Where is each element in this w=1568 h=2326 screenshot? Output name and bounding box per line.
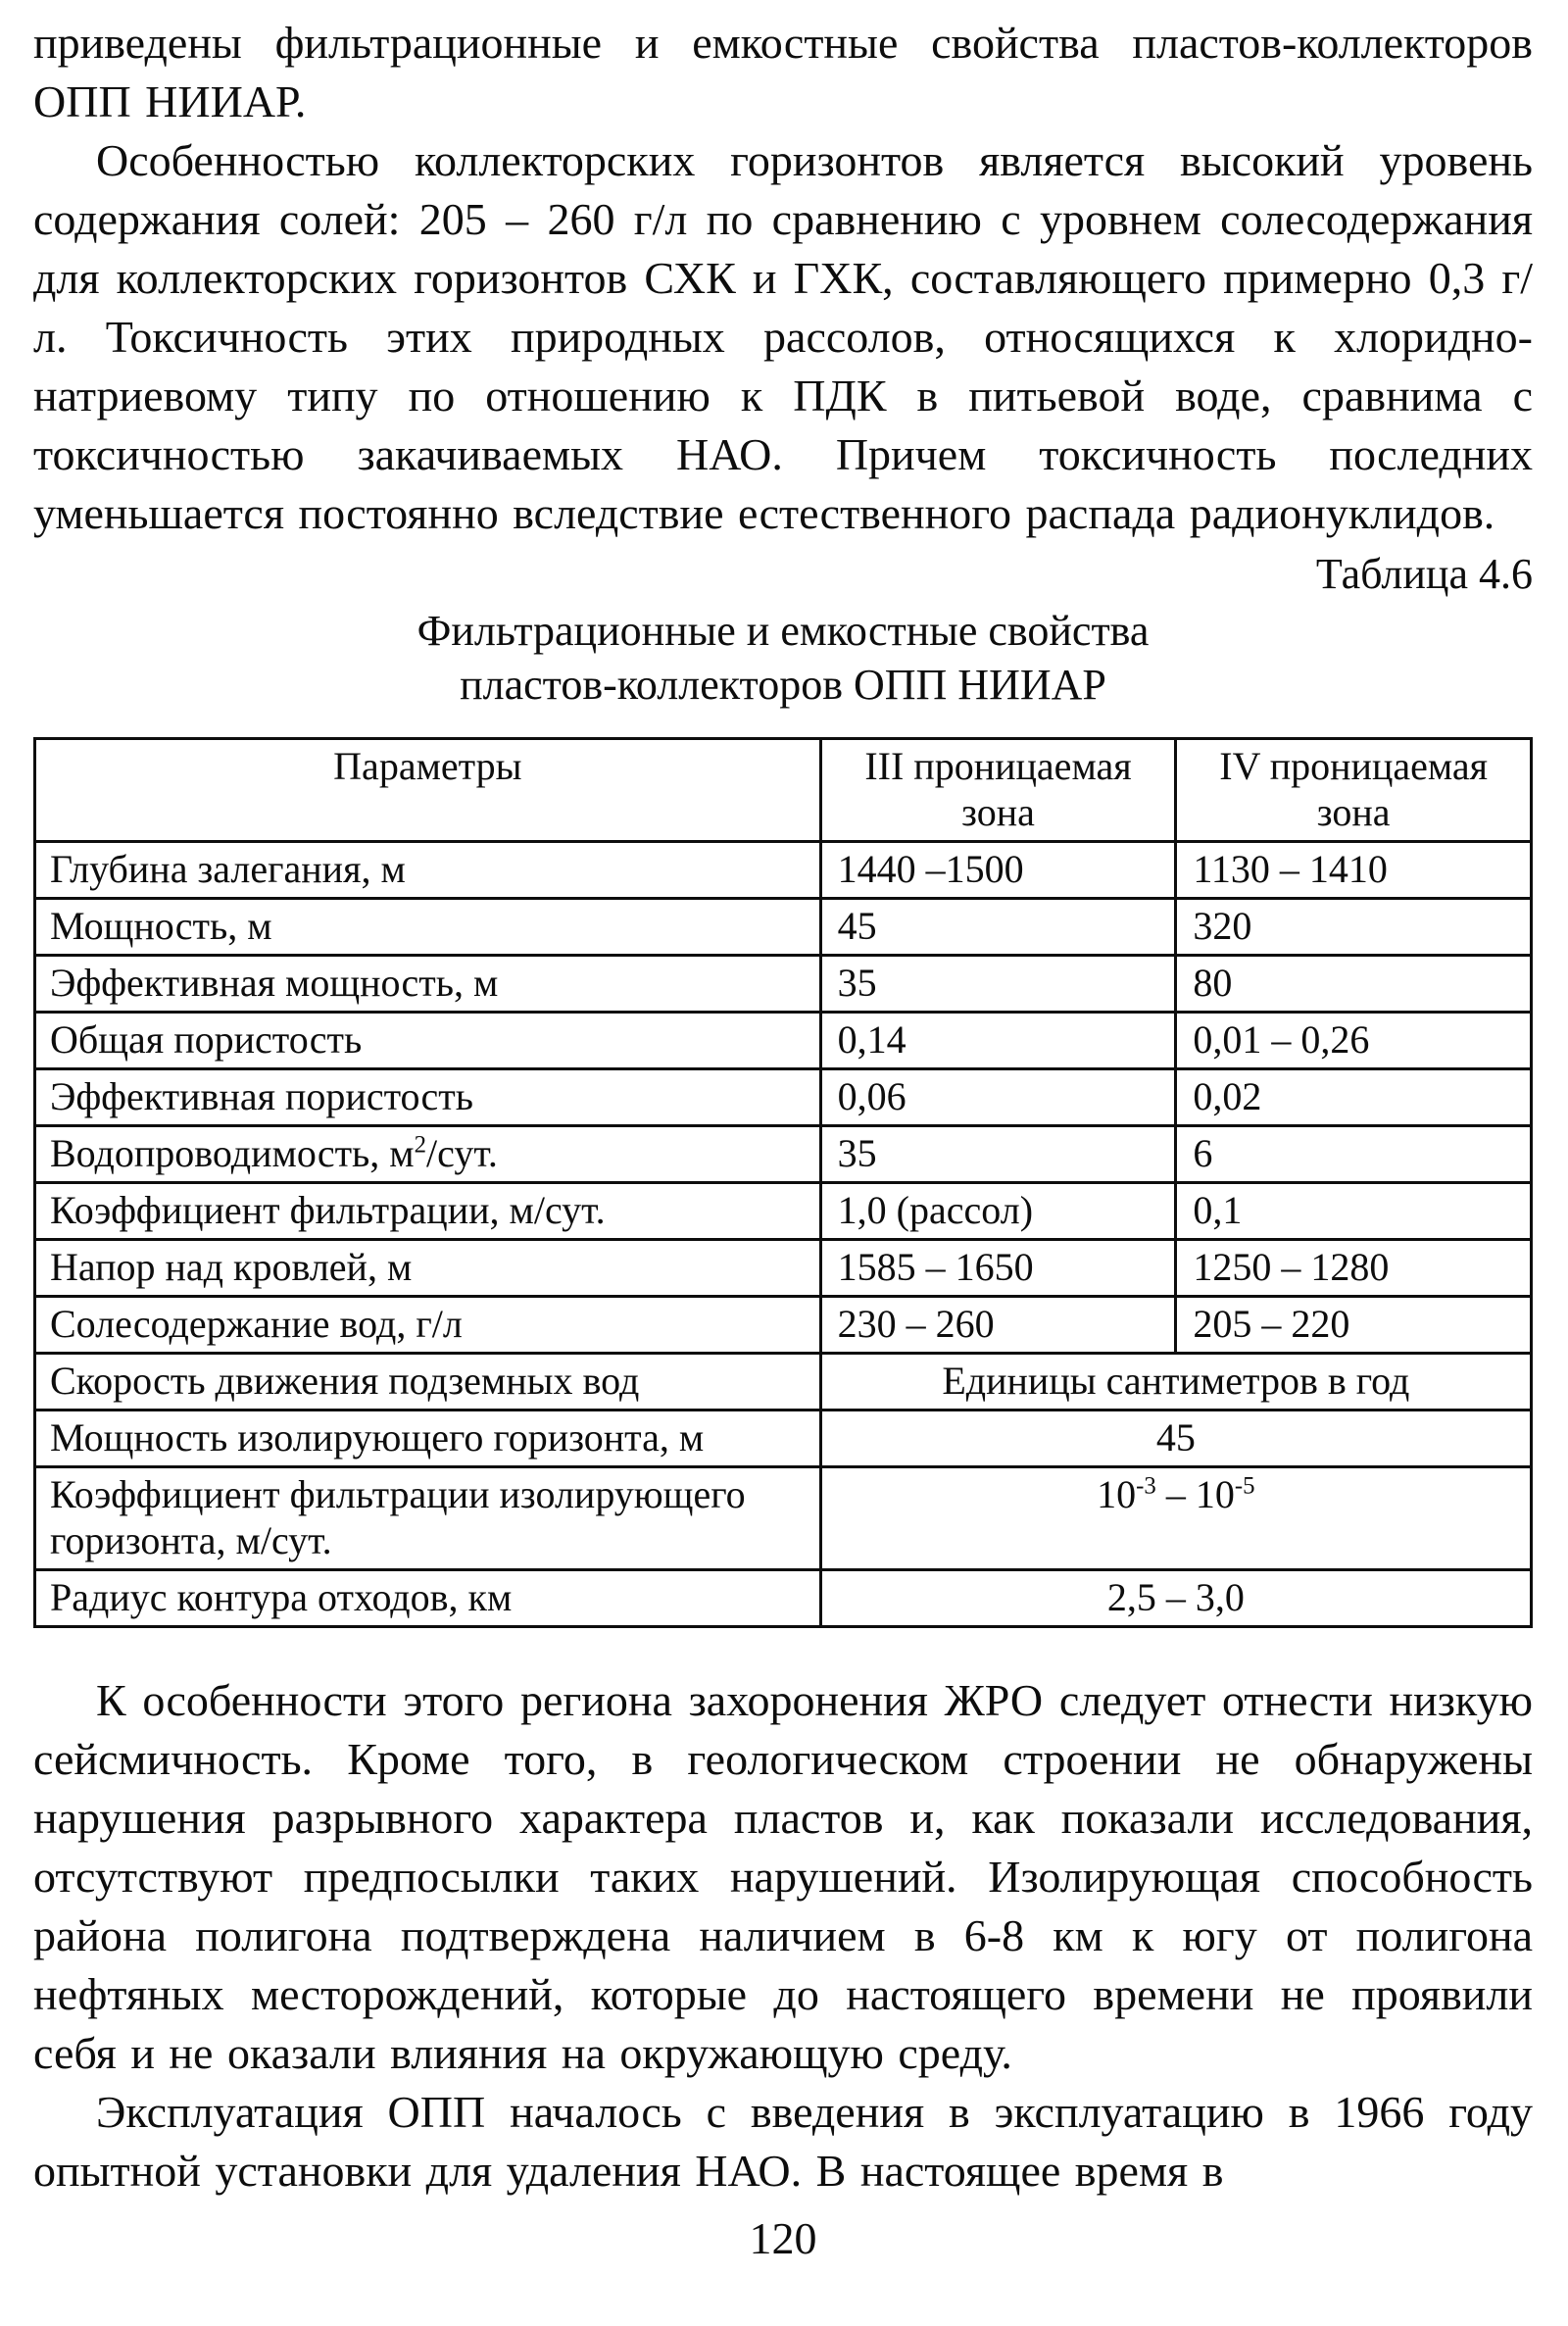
zone4-value-cell: 205 – 220 <box>1176 1297 1532 1354</box>
header-cell-zone-3: III проницаемая зона <box>820 739 1176 842</box>
paragraph-4: Эксплуатация ОПП началось с введения в эксплуатацию в 1966 году опытной установки для удаления НАО. В настоящее время в <box>33 2087 1533 2196</box>
parameter-cell: Радиус контура отходов, км <box>35 1570 821 1627</box>
table-row <box>35 899 1532 956</box>
table-label: Таблица 4.6 <box>1315 550 1533 598</box>
zone4-value-cell: 1130 – 1410 <box>1176 842 1532 899</box>
table-row <box>35 1354 1532 1410</box>
header-cell-parameters: Параметры <box>35 739 821 842</box>
combined-value-cell: 2,5 – 3,0 <box>820 1570 1531 1627</box>
table-title-line1: Фильтрационные и емкостные свойства <box>416 607 1150 655</box>
parameter-cell: Мощность, м <box>35 899 821 956</box>
zone4-value-cell: 6 <box>1176 1126 1532 1183</box>
table-row <box>35 1013 1532 1069</box>
table-row <box>35 1240 1532 1297</box>
properties-table <box>33 737 1533 1628</box>
parameter-cell: Водопроводимость, $м^2$/сут. <box>35 1126 821 1183</box>
table-title <box>33 604 1533 712</box>
table-row <box>35 1570 1532 1627</box>
zone4-value-cell: 0,01 – 0,26 <box>1176 1013 1532 1069</box>
parameter-cell: Солесодержание вод, г/л <box>35 1297 821 1354</box>
paragraph-1: приведены фильтрационные и емкостные свойства пластов-коллекторов ОПП НИИАР. <box>33 18 1533 126</box>
combined-value-cell: Единицы сантиметров в год <box>820 1354 1531 1410</box>
parameter-cell: Эффективная пористость <box>35 1069 821 1126</box>
zone4-value-cell: 80 <box>1176 956 1532 1013</box>
paragraph-3: К особенности этого региона захоронения ЖРО следует отнести низкую сейсмичность. Кроме того, в геологическом строении не обнаружены нарушения разрывного характера пластов и, как показали исследования, отсутствуют предпосылки таких нарушений. Изолирующая способность района полигона подтверждена наличием в 6-8 км к югу от полигона нефтяных месторождений, которые до настоящего времени не проявили себя и не оказали влияния на окружающую среду. <box>33 1675 1533 2078</box>
zone3-value-cell: 35 <box>820 956 1176 1013</box>
parameter-cell: Коэффициент фильтрации изолирующего горизонта, м/сут. <box>35 1467 821 1570</box>
table-row <box>35 1183 1532 1240</box>
table-row <box>35 956 1532 1013</box>
zone3-value-cell: 0,14 <box>820 1013 1176 1069</box>
paragraph-2: Особенностью коллекторских горизонтов является высокий уровень содержания солей: 205 – 260 г/л по сравнению с уровнем солесодержания для коллекторских горизонтов СХК и ГХК, составляющего примерно 0,3 г/л. Токсичность этих природных рассолов, относящихся к хлоридно-натриевому типу по отношению к ПДК в питьевой воде, сравнима с токсичностью закачиваемых НАО. Причем токсичность последних уменьшается постоянно вследствие естественного распада радионуклидов. <box>33 135 1533 538</box>
zone4-value-cell: 0,1 <box>1176 1183 1532 1240</box>
table-header-row <box>35 739 1532 842</box>
table-body <box>35 842 1532 1627</box>
table-row <box>35 1467 1532 1570</box>
table-row <box>35 1297 1532 1354</box>
page-number: 120 <box>749 2213 817 2263</box>
parameter-cell: Скорость движения подземных вод <box>35 1354 821 1410</box>
zone4-value-cell: 0,02 <box>1176 1069 1532 1126</box>
zone3-value-cell: 230 – 260 <box>820 1297 1176 1354</box>
zone3-value-cell: 35 <box>820 1126 1176 1183</box>
zone4-value-cell: 320 <box>1176 899 1532 956</box>
zone3-value-cell: 1440 –1500 <box>820 842 1176 899</box>
parameter-cell: Глубина залегания, м <box>35 842 821 899</box>
parameter-cell: Коэффициент фильтрации, м/сут. <box>35 1183 821 1240</box>
table-row <box>35 1410 1532 1467</box>
table-row <box>35 842 1532 899</box>
table-row <box>35 1069 1532 1126</box>
zone3-value-cell: 1,0 (рассол) <box>820 1183 1176 1240</box>
zone3-value-cell: 45 <box>820 899 1176 956</box>
header-cell-zone-4: IV проницаемая зона <box>1176 739 1532 842</box>
zone3-value-cell: 0,06 <box>820 1069 1176 1126</box>
parameter-cell: Напор над кровлей, м <box>35 1240 821 1297</box>
parameter-cell: Общая пористость <box>35 1013 821 1069</box>
zone4-value-cell: 1250 – 1280 <box>1176 1240 1532 1297</box>
zone3-value-cell: 1585 – 1650 <box>820 1240 1176 1297</box>
combined-value-cell: $10^{-3} - 10^{-5}$ <box>820 1467 1531 1570</box>
combined-value-cell: 45 <box>820 1410 1531 1467</box>
parameter-cell: Мощность изолирующего горизонта, м <box>35 1410 821 1467</box>
table-title-line2: пластов-коллекторов ОПП НИИАР <box>460 661 1106 709</box>
parameter-cell: Эффективная мощность, м <box>35 956 821 1013</box>
table-row <box>35 1126 1532 1183</box>
